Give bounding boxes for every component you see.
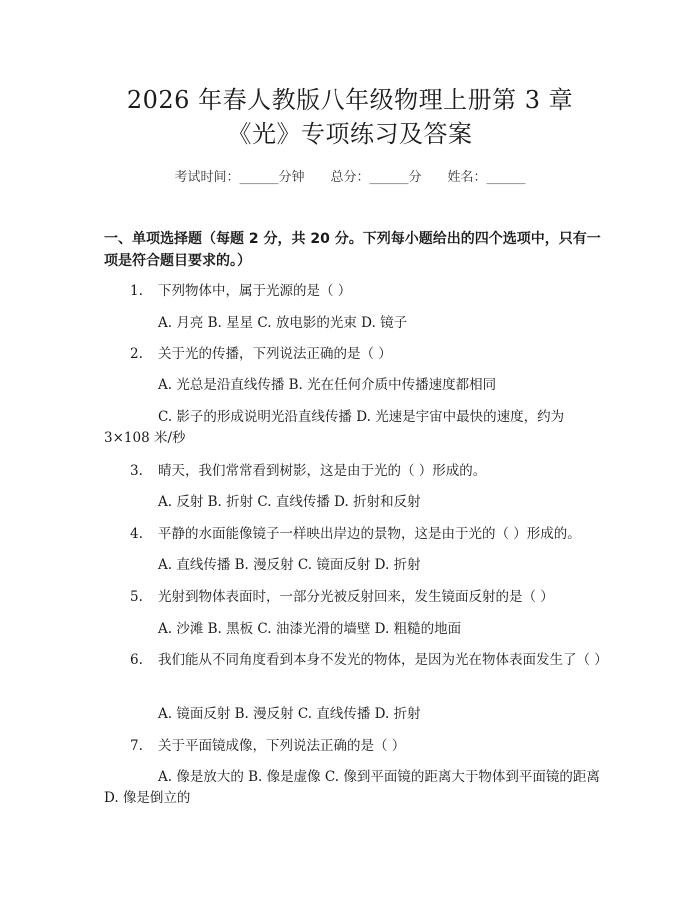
- option-line: A. 光总是沿直线传播 B. 光在任何介质中传播速度都相同: [158, 377, 497, 393]
- question-stem: [104, 461, 604, 482]
- question-text: 关于平面镜成像，下列说法正确的是（ ）: [158, 738, 406, 754]
- question-stem: [104, 650, 608, 671]
- question-stem: [104, 524, 604, 545]
- document-title-line-2: 《光》专项练习及答案: [227, 120, 473, 148]
- question-number: 7.: [130, 738, 143, 754]
- option-line: A. 像是放大的 B. 像是虚像 C. 像到平面镜的距离大于物体到平面镜的距离 D. 像是倒立的: [104, 769, 600, 806]
- question-text: 我们能从不同角度看到本身不发光的物体，是因为光在物体表面发生了（ ）: [158, 652, 608, 668]
- question-options: [104, 767, 604, 809]
- question-number: 5.: [130, 589, 143, 605]
- exam-info-line: [0, 168, 700, 188]
- question-text: 下列物体中，属于光源的是（ ）: [158, 283, 352, 299]
- student-name-field: 姓名：______: [447, 170, 526, 185]
- option-line: A. 镜面反射 B. 漫反射 C. 直线传播 D. 折射: [158, 706, 421, 722]
- question-options: [104, 375, 604, 396]
- question-stem: [104, 736, 604, 757]
- option-line: A. 反射 B. 折射 C. 直线传播 D. 折射和反射: [158, 494, 421, 510]
- document-title-line-1: 2026 年春人教版八年级物理上册第 3 章: [126, 86, 574, 114]
- question-number: 4.: [130, 526, 143, 542]
- option-line: C. 影子的形成说明光沿直线传播 D. 光速是宇宙中最快的速度，约为 3×108 米/秒: [104, 409, 565, 446]
- question-number: 6.: [130, 652, 143, 668]
- question-stem: [104, 344, 604, 365]
- question-text: 光射到物体表面时，一部分光被反射回来，发生镜面反射的是（ ）: [158, 589, 554, 605]
- option-line: A. 沙滩 B. 黑板 C. 油漆光滑的墙壁 D. 粗糙的地面: [158, 621, 462, 637]
- exam-time-field: 考试时间：______分钟: [174, 170, 305, 185]
- question-text: 关于光的传播，下列说法正确的是（ ）: [158, 346, 392, 362]
- option-line: A. 直线传播 B. 漫反射 C. 镜面反射 D. 折射: [158, 557, 421, 573]
- total-score-field: 总分：______分: [330, 170, 422, 185]
- question-number: 2.: [130, 346, 143, 362]
- question-number: 3.: [130, 463, 143, 479]
- question-text: 平静的水面能像镜子一样映出岸边的景物，这是由于光的（ ）形成的。: [158, 526, 581, 542]
- option-line: A. 月亮 B. 星星 C. 放电影的光束 D. 镜子: [158, 315, 408, 331]
- question-stem: [104, 587, 604, 608]
- question-options: [104, 619, 604, 640]
- section-heading: 一、单项选择题（每题 2 分，共 20 分。下列每小题给出的四个选项中，只有一项是符合题目要求的。）: [104, 231, 601, 269]
- question-options: [104, 555, 604, 576]
- question-options: [104, 492, 604, 513]
- question-options: [104, 313, 604, 334]
- question-options: [104, 704, 604, 725]
- question-number: 1.: [130, 283, 143, 299]
- question-text: 晴天，我们常常看到树影，这是由于光的（ ）形成的。: [158, 463, 487, 479]
- question-stem: [104, 281, 604, 302]
- question-options: [104, 407, 604, 449]
